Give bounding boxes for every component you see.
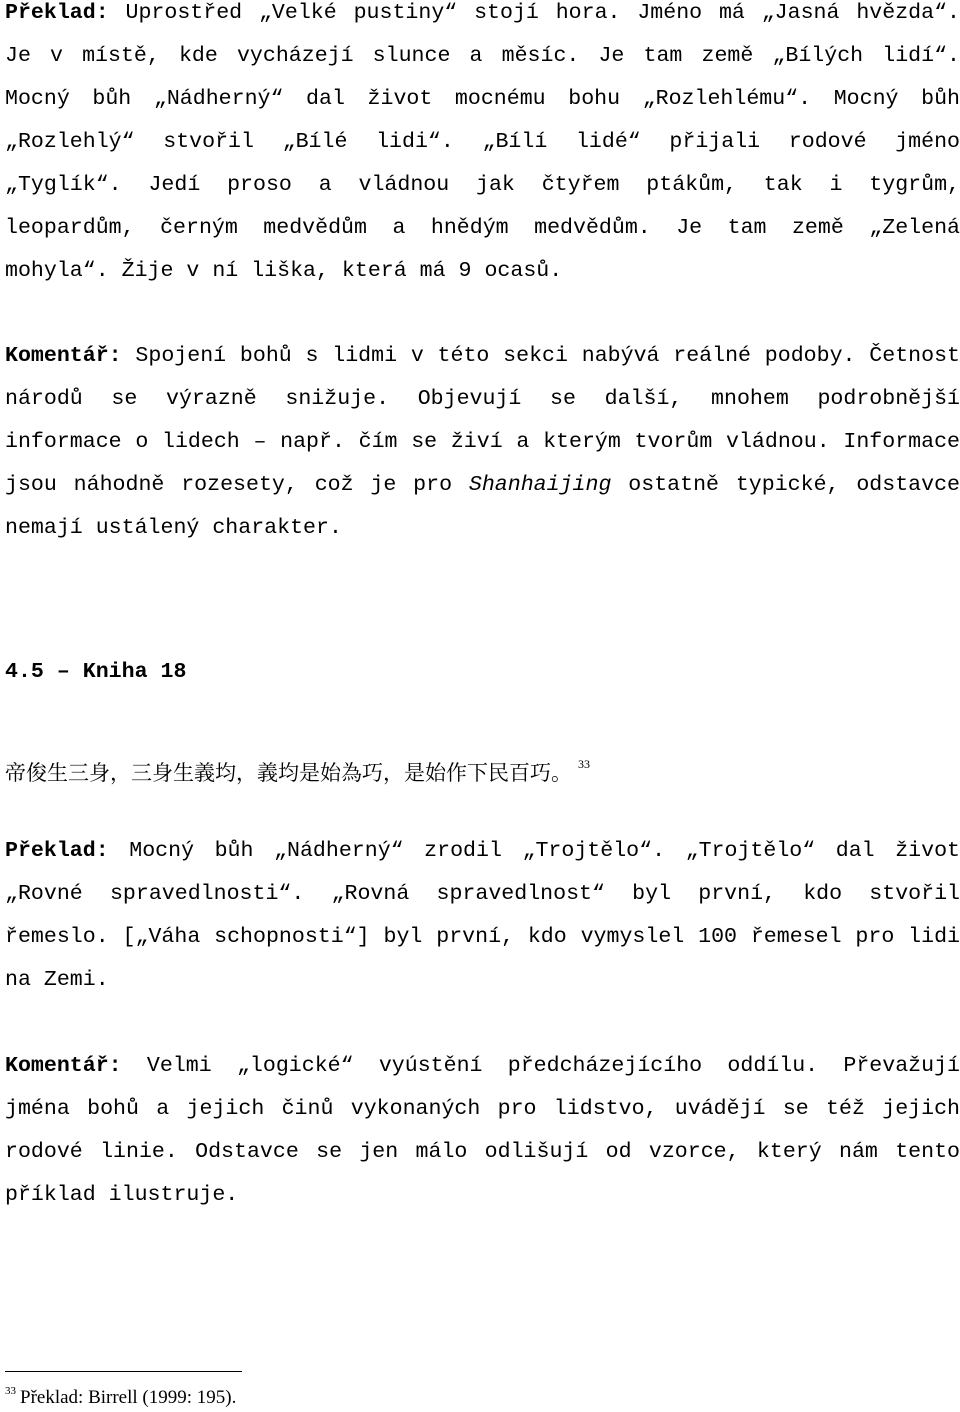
translation-text: Mocný bůh „Nádherný“ zrodil „Trojtělo“. „Trojtělo“ dal život „Rovné spravedlnosti“. „Rovná spravedlnost“ byl první, kdo stvořil řemeslo. [„Váha schopnosti“] byl první, kdo vymyslel 100 řemesel pro lidi na Zemi. [5, 839, 960, 992]
translation-paragraph-1 [5, 0, 960, 293]
footnote-marker: 33 [5, 1385, 16, 1397]
footnote-reference[interactable]: 33 [578, 757, 590, 771]
footnote-separator [5, 1371, 242, 1372]
comment-label: Komentář: [5, 1054, 122, 1078]
translation-label: Překlad: [5, 1, 109, 25]
chinese-text: 帝俊生三身，三身生義均，義均是始為巧，是始作下民百巧。 [5, 761, 572, 785]
chinese-source-text [5, 747, 590, 790]
translation-paragraph-2 [5, 830, 960, 1002]
translation-text: Uprostřed „Velké pustiny“ stojí hora. Jméno má „Jasná hvězda“. Je v místě, kde vycházejí slunce a měsíc. Je tam země „Bílých lidí“. Mocný bůh „Nádherný“ dal život mocnému bohu „Rozlehlému“. Mocný bůh „Rozlehlý“ stvořil „Bílé lidi“. „Bílí lidé“ přijali rodové jméno „Tyglík“. Jedí proso a vládnou jak čtyřem ptákům, tak i tygrům, leopardům, černým medvědům a hnědým medvědům. Je tam země „Zelená mohyla“. Žije v ní liška, která má 9 ocasů. [5, 1, 960, 283]
comment-text-continued: ostatně typické, odstavce nemají ustálený charakter. [5, 473, 960, 540]
comment-paragraph-1 [5, 335, 960, 550]
comment-paragraph-2 [5, 1045, 960, 1217]
section-heading: 4.5 – Kniha 18 [5, 660, 187, 684]
comment-text: Spojení bohů s lidmi v této sekci nabývá reálné podoby. Četnost národů se výrazně snižuje. Objevují se další, mnohem podrobnější informace o lidech – např. čím se živí a kterým tvorům vládnou. Informace jsou náhodně rozesety, což je pro [5, 344, 960, 497]
book-title-italic: Shanhaijing [468, 473, 612, 497]
comment-label: Komentář: [5, 344, 122, 368]
footnote-text: Překlad: Birrell (1999: 195). [20, 1387, 237, 1408]
comment-text: Velmi „logické“ vyústění předcházejícího oddílu. Převažují jména bohů a jejich činů vykonaných pro lidstvo, uvádějí se též jejich rodové linie. Odstavce se jen málo odlišují od vzorce, který nám tento příklad ilustruje. [5, 1054, 960, 1207]
translation-label: Překlad: [5, 839, 109, 863]
footnote [5, 1377, 236, 1412]
